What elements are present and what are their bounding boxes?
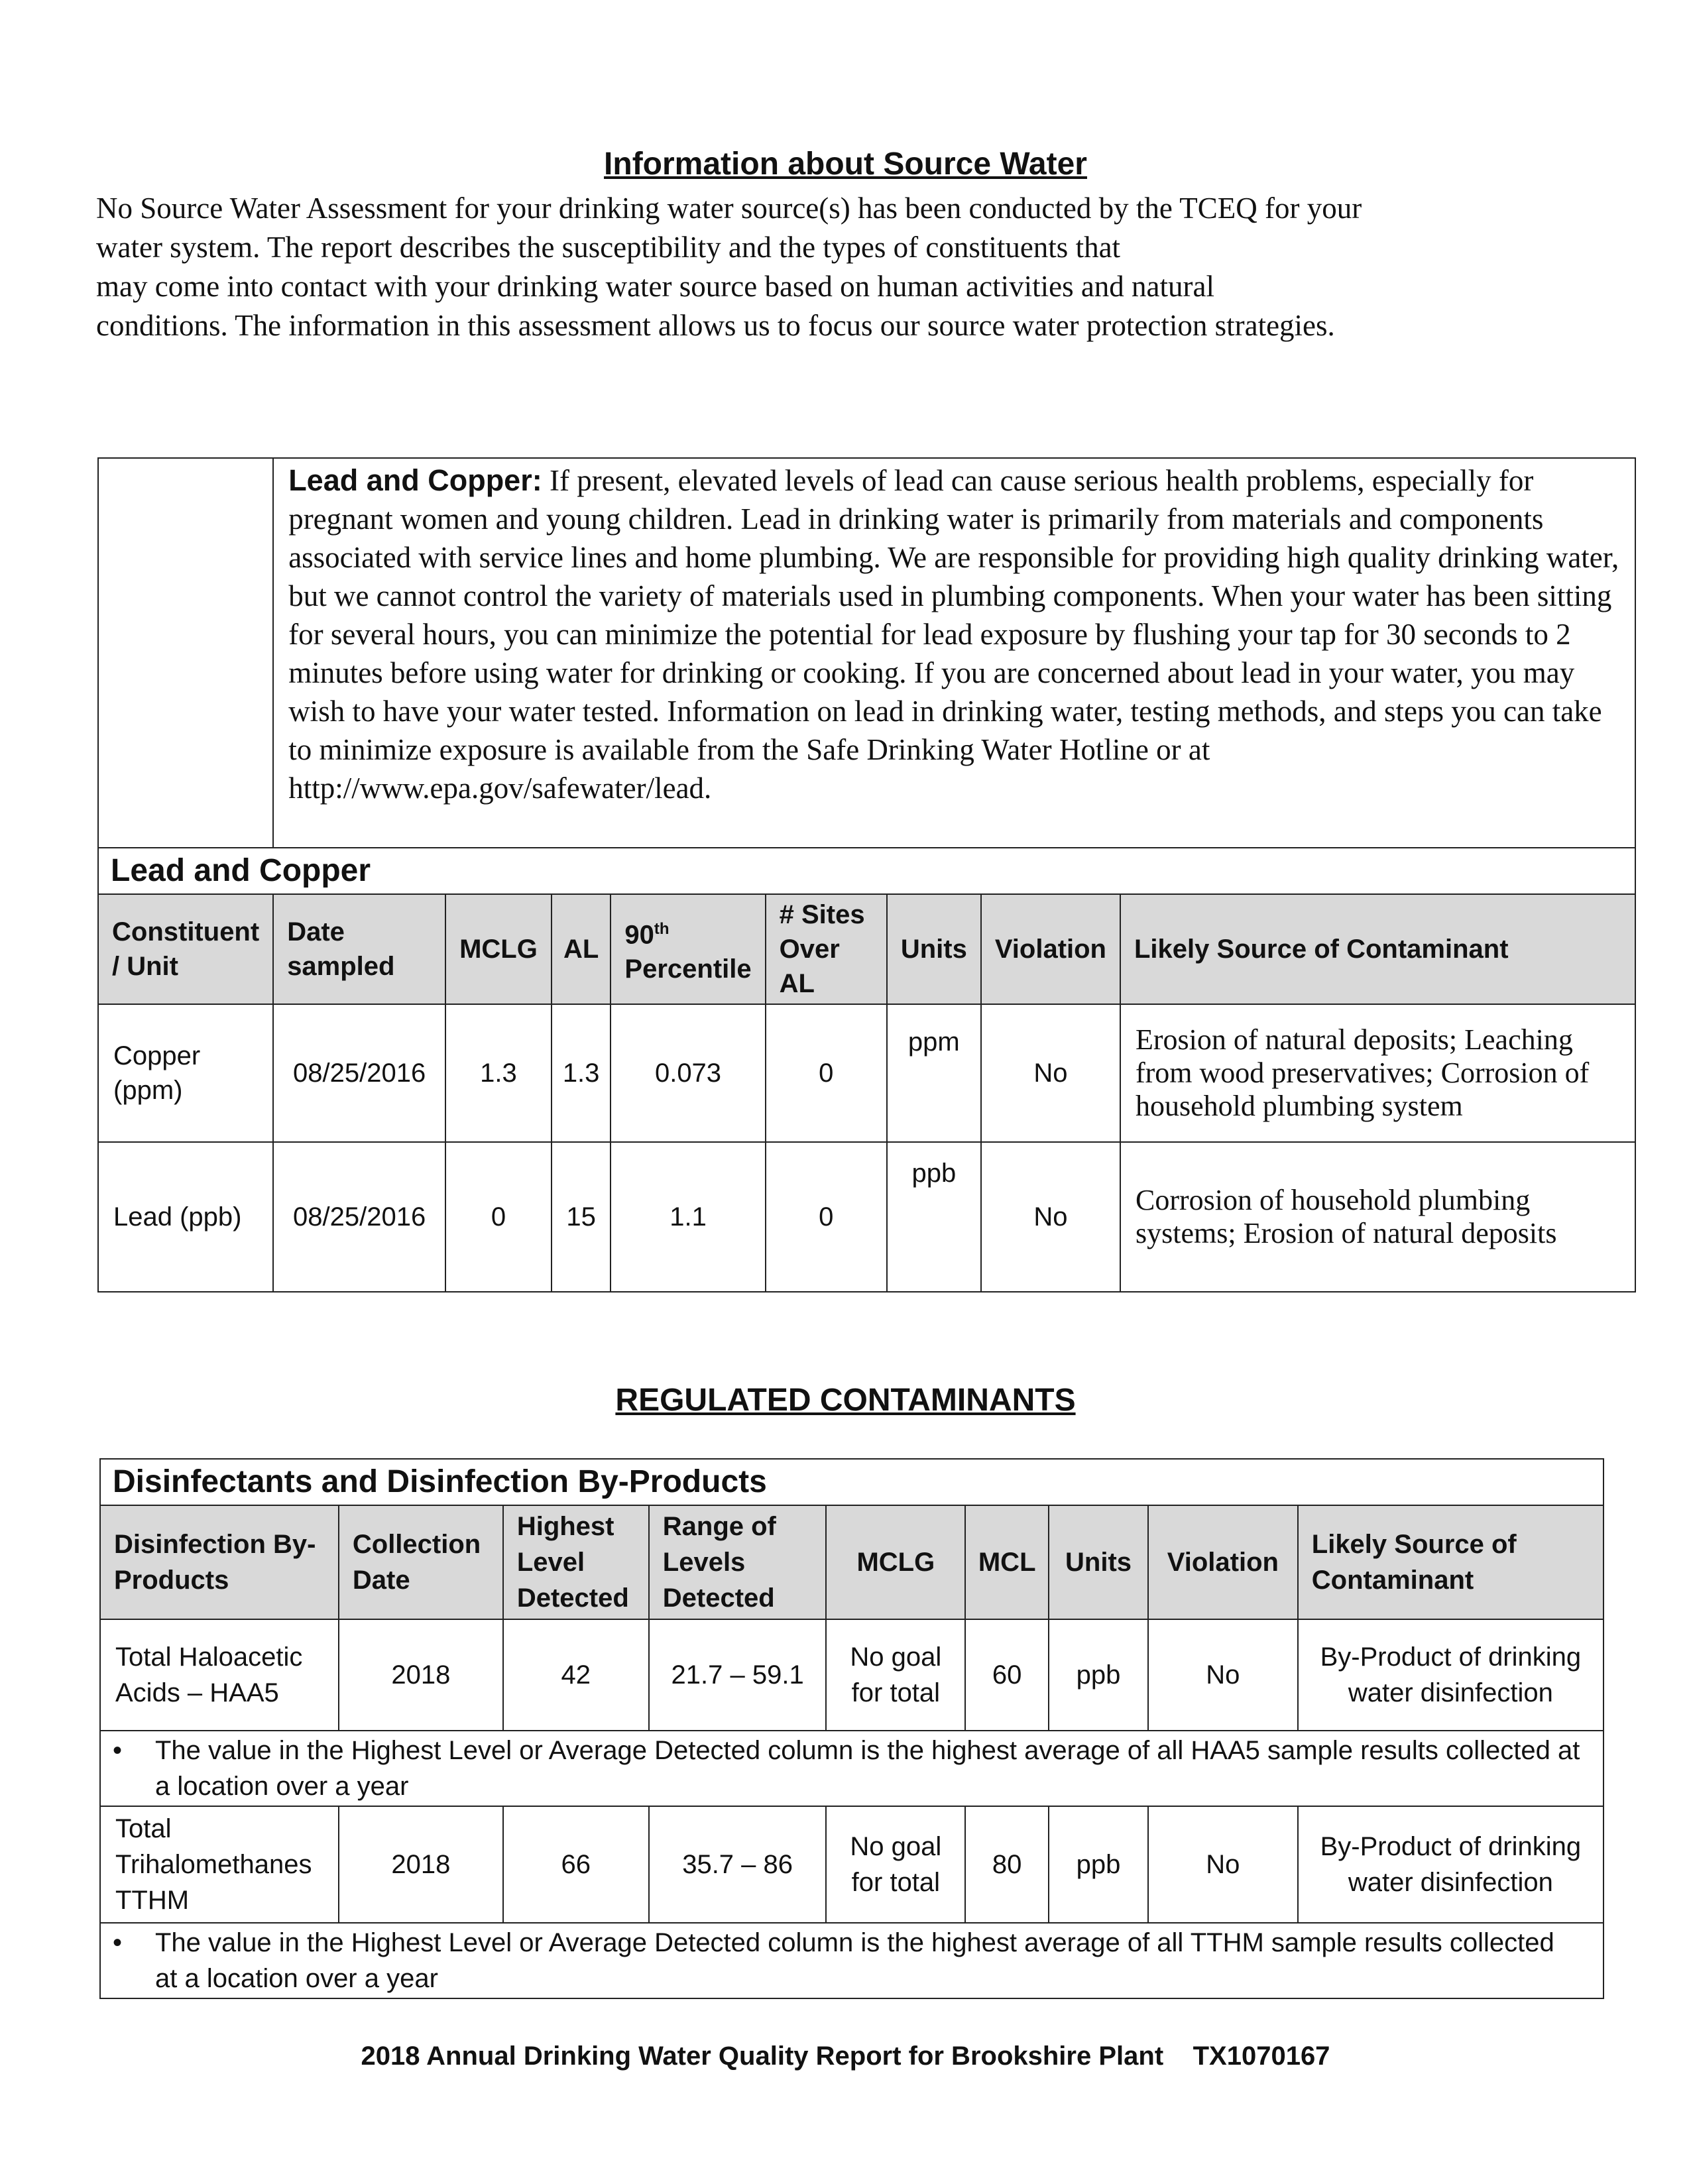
- percentile-cell: 1.1: [611, 1142, 765, 1292]
- al-cell: 1.3: [552, 1004, 611, 1142]
- source-cell: Erosion of natural deposits; Leaching from wood preservatives; Corrosion of household plumbing system: [1120, 1004, 1635, 1142]
- header-90th-percentile: [611, 894, 765, 1004]
- header-likely-source: Likely Source of Contaminant: [1120, 894, 1635, 1004]
- source-water-line: No Source Water Assessment for your drinking water source(s) has been conducted by the TCEQ for your: [96, 192, 1362, 225]
- table-note-row: [100, 1923, 1604, 1998]
- lead-copper-section-title: Lead and Copper: [98, 848, 1635, 894]
- sites-cell: 0: [766, 1004, 887, 1142]
- date-cell: 08/25/2016: [273, 1004, 445, 1142]
- mclg-cell: 1.3: [445, 1004, 552, 1142]
- header-al: AL: [552, 894, 611, 1004]
- notice-spacer-cell: [98, 458, 273, 848]
- highest-cell: 66: [503, 1806, 649, 1923]
- byproduct-cell: Total Trihalomethanes TTHM: [100, 1806, 339, 1923]
- source-water-line: may come into contact with your drinking water source based on human activities and natural: [96, 270, 1214, 303]
- header-units: Units: [1049, 1505, 1148, 1619]
- date-cell: 2018: [339, 1806, 503, 1923]
- table-note: [100, 1731, 1604, 1806]
- header-violation: Violation: [1148, 1505, 1298, 1619]
- date-cell: 08/25/2016: [273, 1142, 445, 1292]
- byproduct-cell: Total Haloacetic Acids – HAA5: [100, 1619, 339, 1731]
- percentile-cell: 0.073: [611, 1004, 765, 1142]
- header-date-sampled: Date sampled: [273, 894, 445, 1004]
- units-cell: ppb: [887, 1142, 981, 1292]
- header-violation: Violation: [981, 894, 1120, 1004]
- date-cell: 2018: [339, 1619, 503, 1731]
- header-mclg: MCLG: [826, 1505, 965, 1619]
- notice-text: If present, elevated levels of lead can cause serious health problems, especially for pregnant women and young children. Lead in drinking water is primarily from materials and components associated with service lines and home plumbing. We are responsible for providing high quality drinking water, but we cannot control the variety of materials used in plumbing components. When your water has been sitting for several hours, you can minimize the potential for lead exposure by flushing your tap for 30 seconds to 2 minutes before using water for drinking or cooking. If you are concerned about lead in your water, you may wish to have your water tested. Information on lead in drinking water, testing methods, and steps you can take to minimize exposure is available from the Safe Drinking Water Hotline or at http://www.epa.gov/safewater/lead.: [288, 464, 1619, 805]
- dbp-section-title: Disinfectants and Disinfection By-Products: [100, 1459, 1604, 1505]
- source-water-title: Information about Source Water: [604, 146, 1087, 182]
- header-collection-date: Collection Date: [339, 1505, 503, 1619]
- sites-cell: 0: [766, 1142, 887, 1292]
- mclg-cell: No goal for total: [826, 1619, 965, 1731]
- header-sites-over-al: # Sites Over AL: [766, 894, 887, 1004]
- table-row: [98, 1142, 1635, 1292]
- violation-cell: No: [981, 1004, 1120, 1142]
- source-water-paragraph: [96, 189, 1641, 345]
- note-text: The value in the Highest Level or Average Detected column is the highest average of all TTHM sample results collected at a location over a year: [155, 1928, 1554, 1993]
- violation-cell: No: [1148, 1806, 1298, 1923]
- disinfection-byproducts-table: [99, 1458, 1604, 1999]
- note-text: The value in the Highest Level or Average Detected column is the highest average of all HAA5 sample results collected at a location over a year: [155, 1736, 1580, 1801]
- header-range: Range of Levels Detected: [649, 1505, 827, 1619]
- header-constituent: Constituent / Unit: [98, 894, 273, 1004]
- header-mclg: MCLG: [445, 894, 552, 1004]
- header-highest-level: Highest Level Detected: [503, 1505, 649, 1619]
- mclg-cell: 0: [445, 1142, 552, 1292]
- source-cell: Corrosion of household plumbing systems; Erosion of natural deposits: [1120, 1142, 1635, 1292]
- mcl-cell: 60: [965, 1619, 1049, 1731]
- mcl-cell: 80: [965, 1806, 1049, 1923]
- page-footer: [0, 2041, 1691, 2071]
- constituent-cell: Copper (ppm): [98, 1004, 273, 1142]
- header-mcl: MCL: [965, 1505, 1049, 1619]
- percentile-superscript: th: [654, 919, 670, 938]
- range-cell: 21.7 – 59.1: [649, 1619, 827, 1731]
- table-row: [100, 1619, 1604, 1731]
- range-cell: 35.7 – 86: [649, 1806, 827, 1923]
- header-byproduct: Disinfection By-Products: [100, 1505, 339, 1619]
- header-units: Units: [887, 894, 981, 1004]
- notice-label: Lead and Copper:: [288, 463, 542, 497]
- source-water-line: conditions. The information in this assessment allows us to focus our source water protection strategies.: [96, 309, 1335, 342]
- source-cell: By-Product of drinking water disinfection: [1298, 1619, 1604, 1731]
- lead-copper-notice: [273, 458, 1635, 848]
- footer-system-id: TX1070167: [1193, 2041, 1330, 2071]
- violation-cell: No: [981, 1142, 1120, 1292]
- units-cell: ppb: [1049, 1806, 1148, 1923]
- table-row: [98, 1004, 1635, 1142]
- constituent-cell: Lead (ppb): [98, 1142, 273, 1292]
- mclg-cell: No goal for total: [826, 1806, 965, 1923]
- violation-cell: No: [1148, 1619, 1298, 1731]
- lead-copper-table: [97, 457, 1636, 1293]
- percentile-word: Percentile: [624, 954, 752, 984]
- units-cell: ppb: [1049, 1619, 1148, 1731]
- table-row: [100, 1806, 1604, 1923]
- footer-report-title: 2018 Annual Drinking Water Quality Report for Brookshire Plant: [361, 2041, 1164, 2071]
- header-likely-source: Likely Source of Contaminant: [1298, 1505, 1604, 1619]
- percentile-number: 90: [624, 920, 654, 950]
- source-cell: By-Product of drinking water disinfection: [1298, 1806, 1604, 1923]
- source-water-line: water system. The report describes the susceptibility and the types of constituents that: [96, 231, 1121, 264]
- table-note-row: [100, 1731, 1604, 1806]
- bullet-icon: •: [113, 1736, 123, 1765]
- bullet-icon: •: [113, 1928, 123, 1957]
- highest-cell: 42: [503, 1619, 649, 1731]
- regulated-contaminants-title: REGULATED CONTAMINANTS: [615, 1383, 1076, 1418]
- al-cell: 15: [552, 1142, 611, 1292]
- table-note: [100, 1923, 1604, 1998]
- units-cell: ppm: [887, 1004, 981, 1142]
